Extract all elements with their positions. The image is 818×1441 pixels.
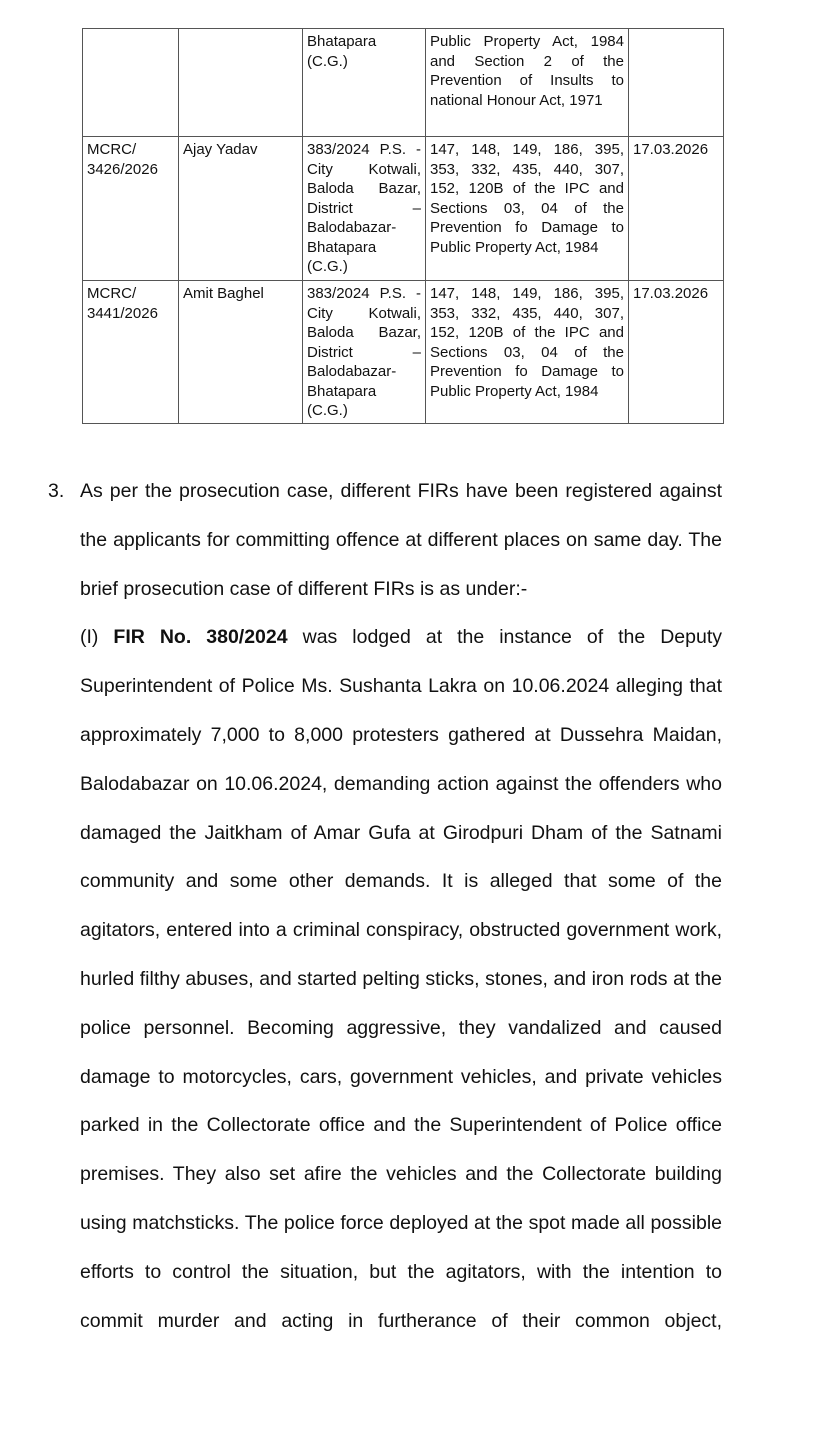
case-number-cell	[83, 29, 179, 137]
case-number-line: MCRC/	[87, 285, 137, 302]
table-row	[83, 137, 724, 281]
sections-cell: 147, 148, 149, 186, 395, 353, 332, 435, 440, 307, 152, 120B of the IPC and Sections 03, 04 of the Prevention fo Damage to Public Property Act, 1984	[426, 281, 629, 424]
sub-paragraph-i	[80, 613, 722, 1345]
sub-paragraph-label: (I)	[80, 626, 99, 649]
applicant-name-cell	[179, 29, 303, 137]
paragraph-body	[80, 467, 722, 1345]
case-number-line: 3426/2026	[87, 160, 158, 178]
case-table	[82, 28, 724, 424]
date-cell: 17.03.2026	[629, 281, 724, 424]
sections-cell: Public Property Act, 1984 and Section 2 of the Prevention of Insults to national Honour Act, 1971	[426, 29, 629, 137]
case-number-cell	[83, 281, 179, 424]
table-row	[83, 281, 724, 424]
paragraph-intro: As per the prosecution case, different FIRs have been registered against the applicants for committing offence at different places on same day. The brief prosecution case of different FIRs is as under:-	[80, 480, 722, 600]
fir-text-line: Bhatapara	[307, 33, 377, 50]
applicant-name-cell: Ajay Yadav	[179, 137, 303, 281]
paragraph-3	[48, 467, 722, 1345]
sections-cell: 147, 148, 149, 186, 395, 353, 332, 435, 440, 307, 152, 120B of the IPC and Sections 03, 04 of the Prevention fo Damage to Public Property Act, 1984	[426, 137, 629, 281]
fir-cell: 383/2024 P.S. - City Kotwali, Baloda Bazar, District – Balodabazar-Bhatapara (C.G.)	[303, 281, 426, 424]
date-cell: 17.03.2026	[629, 137, 724, 281]
date-cell	[629, 29, 724, 137]
fir-text-line: (C.G.)	[307, 52, 348, 70]
sub-paragraph-text: was lodged at the instance of the Deputy Superintendent of Police Ms. Sushanta Lakra on 10.06.2024 alleging that approximately 7,000 to 8,000 protesters gathered at Dussehra Maidan, Balodabazar on 10.06.2024, demanding action against the offenders who damaged the Jaitkham of Amar Gufa at Girodpuri Dham of the Satnami community and some other demands. It is alleged that some of the agitators, entered into a criminal conspiracy, obstructed government work, hurled filthy abuses, and started pelting sticks, stones, and iron rods at the police personnel. Becoming aggressive, they vandalized and caused damage to motorcycles, cars, government vehicles, and private vehicles parked in the Collectorate office and the Superintendent of Police office premises. They also set afire the vehicles and the Collectorate building using matchsticks. The police force deployed at the spot made all possible efforts to control the situation, but the agitators, with the intention to commit murder and acting in furtherance of their common object,	[80, 626, 723, 1332]
fir-reference: FIR No. 380/2024	[113, 626, 288, 649]
fir-cell: 383/2024 P.S. - City Kotwali, Baloda Bazar, District – Balodabazar-Bhatapara (C.G.)	[303, 137, 426, 281]
fir-cell	[303, 29, 426, 137]
case-number-line: MCRC/	[87, 141, 137, 158]
applicant-name-cell: Amit Baghel	[179, 281, 303, 424]
case-number-cell	[83, 137, 179, 281]
table-row	[83, 29, 724, 137]
paragraph-number: 3.	[48, 480, 65, 502]
case-number-line: 3441/2026	[87, 304, 158, 322]
